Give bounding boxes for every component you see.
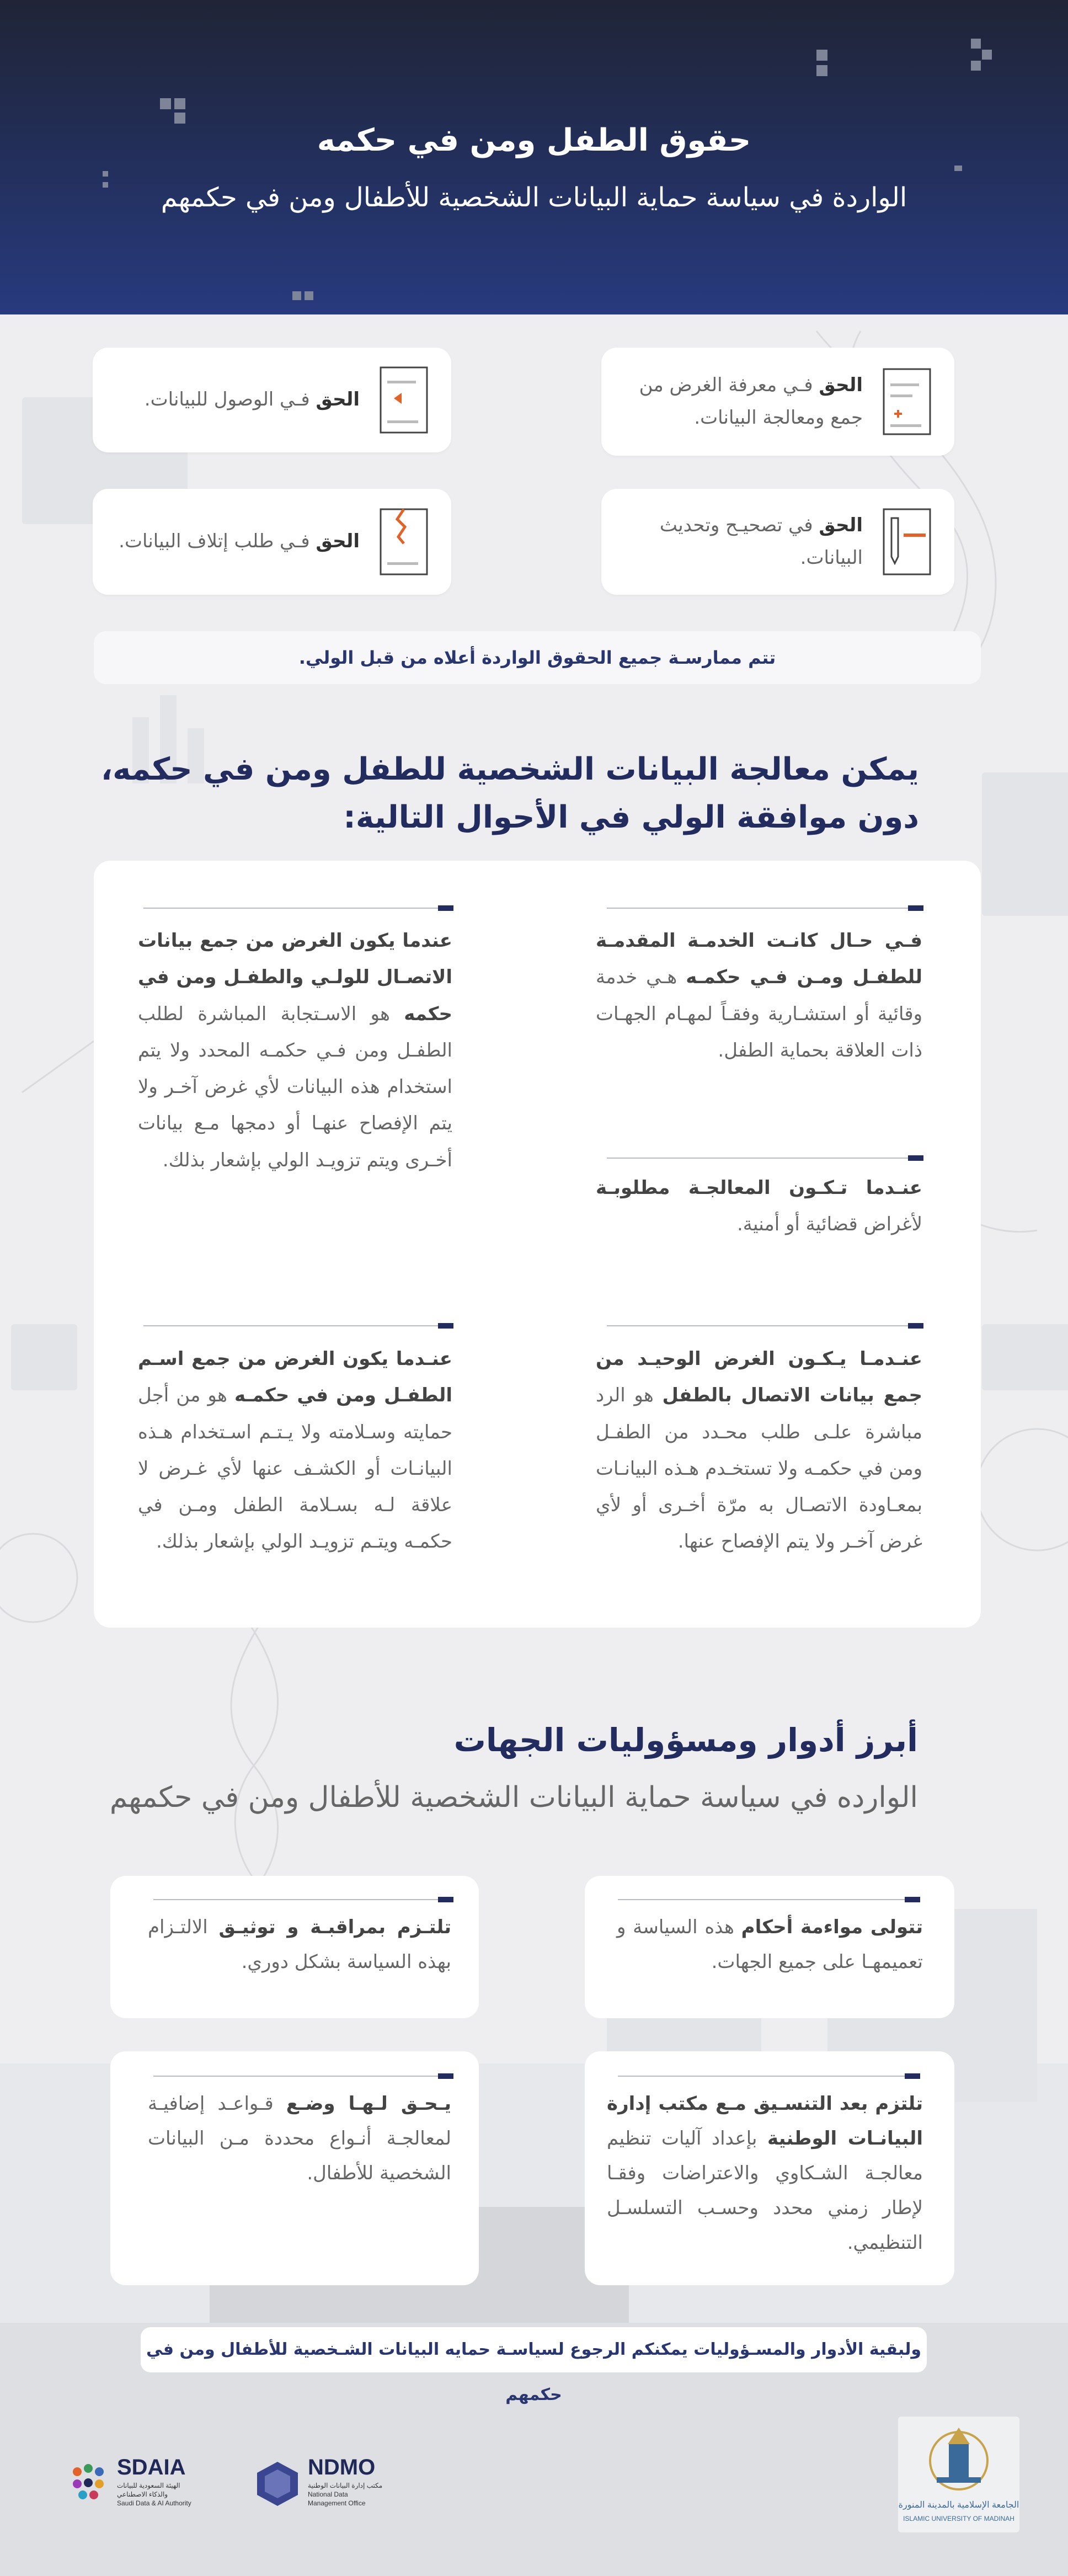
roles-subtitle: الوارده في سياسة حماية البيانات الشخصية للأطفال ومن في حكمهم [109,1781,918,1814]
divider [607,1325,922,1326]
divider-cap [438,1323,453,1329]
pixel-deco [305,291,313,300]
divider [143,1325,452,1326]
ndmo-name-en-1: National Data [308,2490,348,2498]
pixel-deco [103,171,108,177]
page-subtitle: الواردة في سياسة حماية البيانات الشخصية للأطفال ومن في حكمهم [161,182,907,213]
condition-preventive-service: فـي حـال كانـت الخدمـة المقدمـة للطفـل ومـن فـي حكمـه هـي خدمة وقائية أو استشـارية وفقـاً لمهـام الجهـات ذات العلاقة بحماية الطفل. [596,930,922,1062]
pixel-deco [816,65,827,76]
pixel-deco [160,98,171,109]
ndmo-hexagon-icon [254,2460,301,2507]
divider [143,908,452,909]
rights-note: تتم ممارسـة جميع الحقوق الواردة أعلاه من قبل الولي. [94,631,981,684]
right-text: الحق فـي الوصول للبيانات. [144,388,360,411]
divider [618,1899,919,1900]
divider [607,908,922,909]
document-torn-icon [378,507,429,577]
university-name-ar: الجامعة الإسلامية بالمدينة المنورة [898,2500,1019,2510]
divider-cap [905,1897,920,1902]
pixel-deco [174,98,185,109]
university-emblem-icon [898,2417,1019,2499]
divider-cap [438,1897,453,1902]
pixel-deco [292,291,301,300]
university-logo [898,2417,1019,2532]
sdaia-name-ar-1: الهيئة السعودية للبيانات [117,2482,180,2489]
bottom-note: ولبقية الأدوار والمسـؤوليات يمكنكم الرجوع لسياسـة حمايه البيانات الشـخصية للأطفال ومن في حكمهم [141,2327,927,2372]
right-text: الحق في تصحيـح وتحديث البيانات. [659,514,863,569]
conditions-title [92,746,919,842]
right-card-access [93,348,451,452]
sdaia-logo [66,2455,221,2510]
right-text: الحق فـي معرفة الغرض من جمع ومعالجة البيانات. [639,374,863,429]
divider [607,1158,922,1159]
divider-cap [908,1155,923,1161]
condition-judicial-security: عنـدما تـكـون المعالجـة مطلوبـة لأغراض قضائية أو أمنية. [596,1177,922,1236]
header-banner [0,0,1068,314]
document-plus-icon [882,367,932,436]
page-title: حقوق الطفل ومن في حكمه [317,122,751,158]
right-card-destroy [93,489,451,595]
divider-cap [905,2073,920,2079]
role-complaints: تلتزم بعد التنسـيق مـع مكتب إدارة البيانـات الوطنية بإعداد آليات تنظيم معالجـة الشـكاوي والاعتراضات وفقـا لإطار زمني محدد وحسـب التسلسـل التنظيمي. [607,2093,923,2254]
right-card-know-purpose [601,348,954,456]
right-card-correct [601,489,954,595]
ndmo-name: NDMO [308,2455,376,2479]
divider-cap [438,905,453,911]
divider-cap [908,1323,923,1329]
pixel-deco [174,113,185,124]
role-monitor: تلتـزم بمراقبـة و توثيـق الالتـزام بهذه السياسة بشكل دوري. [148,1916,452,1973]
pixel-deco [816,50,827,61]
divider [618,2076,919,2077]
sdaia-dots-icon [66,2461,110,2505]
conditions-title-line-2: دون موافقة الولي في الأحوال التالية: [343,799,919,835]
condition-contact-child: عنـدمـا يـكـون الغرض الوحيـد من جمع بيانات الاتصال بالطفل هو الرد مباشرة علـى طلب محـدد من الطفـل ومن في حكمـه ولا تستخـدم هـذه البيانـات بمعـاودة الاتصـال به مرّة أخـرى أو لأي غرض آخـر ولا يتم الإفصاح عنها. [596,1348,922,1553]
ndmo-name-en-2: Management Office [308,2499,366,2507]
divider-cap [908,905,923,911]
ndmo-logo [254,2455,408,2510]
pixel-deco [971,39,981,49]
sdaia-name-en: Saudi Data & AI Authority [117,2499,191,2507]
roles-title: أبرز أدوار ومسؤوليات الجهات [453,1721,918,1759]
condition-child-name: عنـدما يكون الغرض من جمع اسـم الطفـل ومن في حكمـه هو من أجل حمايته وسـلامته ولا يـتـم اسـتخدام هـذه البيانـات أو الكشـف عنها لأي غـرض لا علاقة لـه بسـلامة الطفل ومـن في حكمـه ويتـم تزويـد الولي بإشعار بذلك. [138,1348,452,1553]
role-extra-rules: يـحـق لـهـا وضـع قـواعـد إضافيـة لمعالجـة أنـواع محددة مـن البيانات الشخصية للأطفال. [148,2093,452,2184]
pixel-deco [982,50,992,60]
divider-cap [438,2073,453,2079]
pixel-deco [971,61,981,71]
sdaia-name-ar-2: والذكاء الاصطناعي [117,2490,168,2498]
role-harmonize: تتولى مواءمة أحكام هذه السياسة و تعميمهـا على جميع الجهات. [617,1916,923,1973]
condition-contact-guardian: عندما يكون الغرض من جمع بيانات الاتصـال للولـي والطفـل ومن في حكمه هو الاسـتجابة المباشرة لطلب الطفـل ومن فـي حكمـه المحدد ولا يتم استخدام هذه البيانات لأي غرض آخـر ولا يتم الإفصاح عنهـا أو دمجها مـع بيانات أخـرى ويتم تزويـد الولي بإشعار بذلك. [138,930,452,1171]
document-arrow-icon [378,365,429,435]
right-text: الحق فـي طلب إتلاف البيانات. [119,530,360,553]
ndmo-name-ar: مكتب إدارة البيانات الوطنية [308,2482,383,2489]
pixel-deco [954,166,962,171]
sdaia-name: SDAIA [117,2455,186,2479]
university-name-en: ISLAMIC UNIVERSITY OF MADINAH [903,2515,1014,2522]
conditions-title-line-1: يمكن معالجة البيانات الشخصية للطفل ومن في حكمه، [100,751,919,787]
divider [153,2076,451,2077]
document-pen-icon [882,507,932,577]
divider [153,1899,451,1900]
